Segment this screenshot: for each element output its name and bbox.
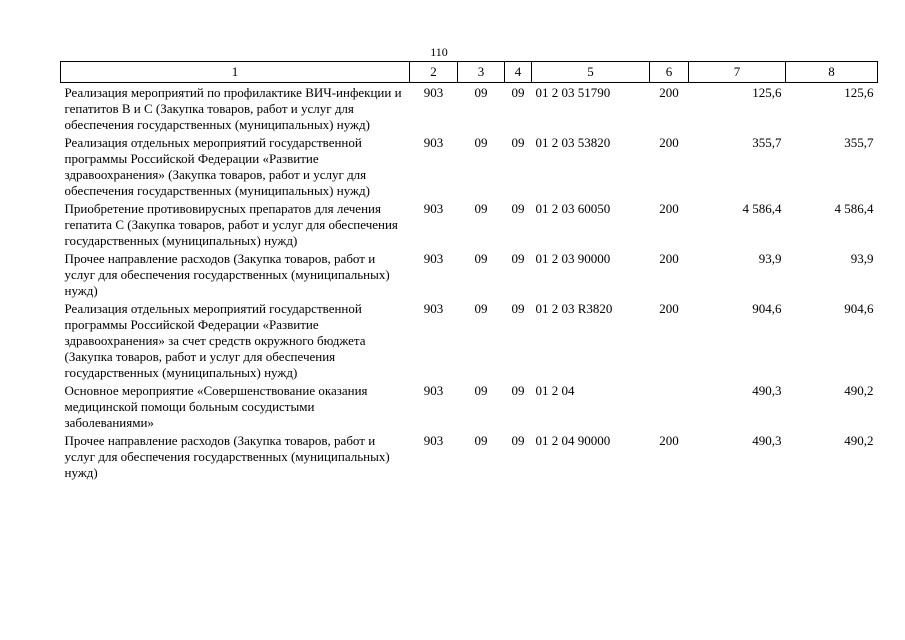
table-row <box>61 299 878 381</box>
cell-target: 01 2 03 60050 <box>535 201 611 216</box>
table-row <box>61 249 878 299</box>
cell-amount-2: 93,9 <box>850 251 874 266</box>
cell-amount-1: 904,6 <box>752 301 782 316</box>
cell-target: 01 2 03 R3820 <box>535 301 613 316</box>
page-number: 110 <box>430 45 448 59</box>
cell-target: 01 2 03 53820 <box>535 135 611 150</box>
cell-subsection: 09 <box>511 383 525 398</box>
cell-expense-type: 200 <box>659 135 679 150</box>
cell-subsection: 09 <box>511 251 525 266</box>
cell-subsection: 09 <box>511 433 525 448</box>
table-row <box>61 431 878 481</box>
cell-subsection: 09 <box>511 85 525 100</box>
cell-target: 01 2 03 51790 <box>535 85 611 100</box>
cell-name: Прочее направление расходов (Закупка товаров, работ и услуг для обеспечения государственных (муниципальных) нужд) <box>64 433 390 480</box>
cell-expense-type: 200 <box>659 251 679 266</box>
cell-admin: 903 <box>423 433 444 448</box>
cell-section: 09 <box>474 251 488 266</box>
table-row <box>61 381 878 431</box>
cell-amount-2: 355,7 <box>844 135 874 150</box>
cell-expense-type: 200 <box>659 301 679 316</box>
cell-name: Реализация мероприятий по профилактике ВИЧ-инфекции и гепатитов В и С (Закупка товаров, работ и услуг для обеспечения государственных (муниципальных) нужд) <box>64 85 402 132</box>
column-header: 1 <box>61 62 410 83</box>
cell-name: Основное мероприятие «Совершенствование оказания медицинской помощи больным сосудистыми заболеваниями» <box>64 383 368 430</box>
cell-amount-2: 125,6 <box>844 85 874 100</box>
cell-section: 09 <box>474 201 488 216</box>
cell-name: Реализация отдельных мероприятий государственной программы Российской Федерации «Развитие здравоохранения» за счет средств окружного бюджета (Закупка товаров, работ и услуг для обеспечения государственных (муниципальных) нужд) <box>64 301 366 380</box>
cell-amount-2: 4 586,4 <box>834 201 874 216</box>
cell-admin: 903 <box>423 201 444 216</box>
column-header: 3 <box>458 62 505 83</box>
cell-expense-type: 200 <box>659 433 679 448</box>
cell-subsection: 09 <box>511 135 525 150</box>
budget-table <box>60 61 878 481</box>
cell-amount-2: 490,2 <box>844 383 874 398</box>
cell-amount-1: 4 586,4 <box>742 201 782 216</box>
cell-amount-1: 125,6 <box>752 85 782 100</box>
cell-admin: 903 <box>423 85 444 100</box>
cell-admin: 903 <box>423 251 444 266</box>
cell-target: 01 2 04 <box>535 383 575 398</box>
cell-admin: 903 <box>423 135 444 150</box>
cell-admin: 903 <box>423 301 444 316</box>
column-header: 8 <box>786 62 878 83</box>
column-header: 2 <box>410 62 458 83</box>
cell-subsection: 09 <box>511 201 525 216</box>
cell-amount-2: 904,6 <box>844 301 874 316</box>
cell-admin: 903 <box>423 383 444 398</box>
cell-target: 01 2 04 90000 <box>535 433 611 448</box>
column-header: 6 <box>650 62 689 83</box>
cell-target: 01 2 03 90000 <box>535 251 611 266</box>
cell-name: Прочее направление расходов (Закупка товаров, работ и услуг для обеспечения государственных (муниципальных) нужд) <box>64 251 390 298</box>
table-row <box>61 199 878 249</box>
cell-expense-type <box>650 381 689 431</box>
cell-section: 09 <box>474 135 488 150</box>
cell-amount-1: 490,3 <box>752 433 782 448</box>
cell-expense-type: 200 <box>659 201 679 216</box>
column-header: 7 <box>689 62 786 83</box>
cell-section: 09 <box>474 433 488 448</box>
cell-name: Приобретение противовирусных препаратов для лечения гепатита С (Закупка товаров, работ и услуг для обеспечения государственных (муниципальных) нужд) <box>64 201 398 248</box>
cell-section: 09 <box>474 383 488 398</box>
cell-amount-1: 355,7 <box>752 135 782 150</box>
cell-name: Реализация отдельных мероприятий государственной программы Российской Федерации «Развитие здравоохранения» (Закупка товаров, работ и услуг для обеспечения государственных (муниципальных) нужд) <box>64 135 370 198</box>
table-row <box>61 83 878 134</box>
cell-section: 09 <box>474 301 488 316</box>
column-header: 5 <box>532 62 650 83</box>
table-row <box>61 133 878 199</box>
cell-subsection: 09 <box>511 301 525 316</box>
cell-expense-type: 200 <box>659 85 679 100</box>
cell-amount-1: 490,3 <box>752 383 782 398</box>
column-header: 4 <box>505 62 532 83</box>
cell-amount-1: 93,9 <box>758 251 782 266</box>
cell-amount-2: 490,2 <box>844 433 874 448</box>
header-row <box>61 62 878 83</box>
cell-section: 09 <box>474 85 488 100</box>
